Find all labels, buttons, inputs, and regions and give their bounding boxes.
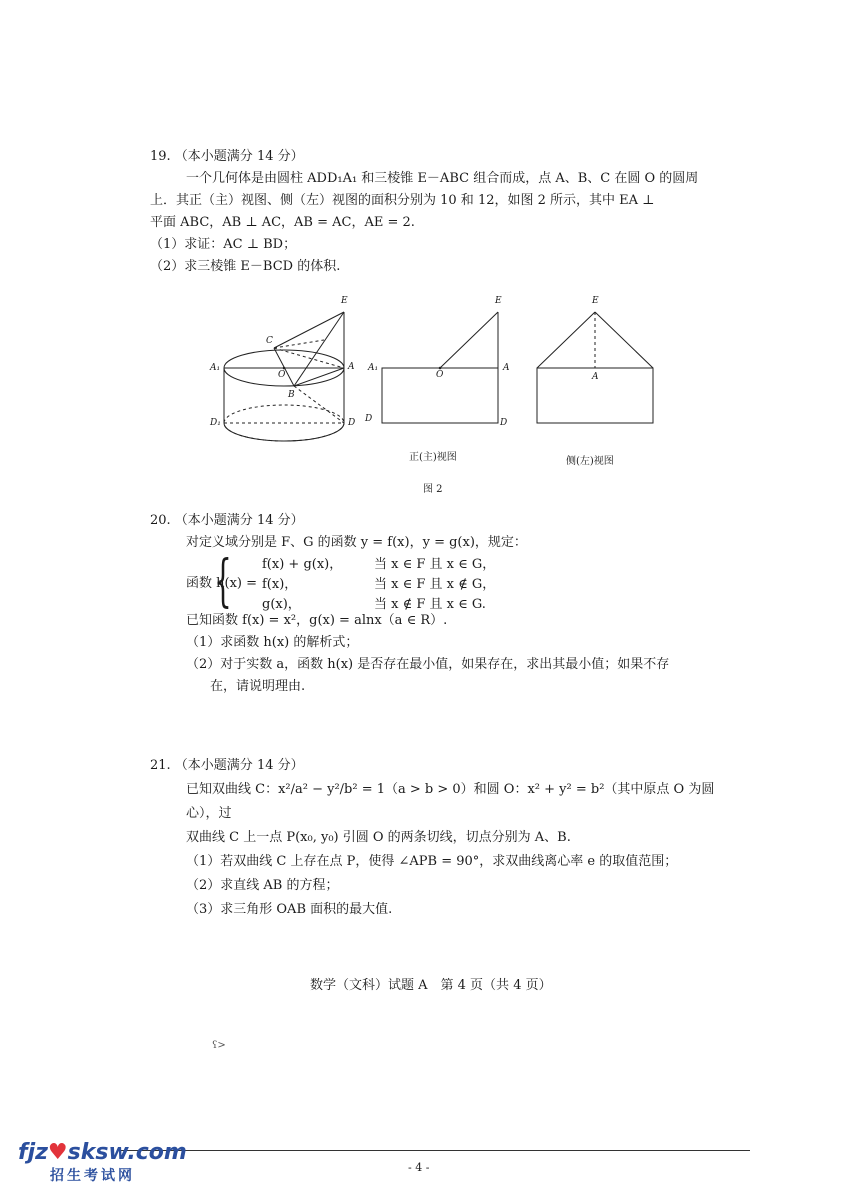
front-view-caption: 正(主)视图	[409, 452, 457, 463]
case3-cond: 当 x ∉ F 且 x ∈ G.	[374, 597, 486, 612]
figure-2	[200, 290, 660, 495]
front-label-D-right: D	[500, 418, 508, 428]
q20-body-line1: 对定义域分别是 F、G 的函数 y = f(x)，y = g(x)，规定：	[186, 535, 527, 550]
question-20-intro	[150, 510, 720, 554]
front-label-D: D	[365, 414, 373, 424]
logo-site-name: 招生考试网	[50, 1168, 135, 1184]
fig-label-E: E	[341, 296, 348, 306]
q19-part2: （2）求三棱锥 E－BCD 的体积.	[150, 259, 341, 274]
logo-domain-prefix: fjz	[18, 1140, 48, 1165]
fig-label-C: C	[266, 336, 273, 346]
q21-header: 21. （本小题满分 14 分）	[150, 758, 304, 773]
fig-label-A: A	[348, 362, 355, 372]
q21-part1: （1）若双曲线 C 上存在点 P，使得 ∠APB = 90°，求双曲线离心率 e 的取值范围；	[186, 854, 678, 869]
side-label-A: A	[592, 372, 599, 382]
fig-label-D1: D₁	[210, 418, 221, 428]
logo-domain	[18, 1140, 187, 1165]
question-21	[150, 754, 730, 922]
page-number: - 4 -	[408, 1161, 430, 1174]
front-view-slant	[440, 312, 498, 368]
q20-header: 20. （本小题满分 14 分）	[150, 513, 304, 528]
case2-expr: f(x)，	[262, 577, 298, 592]
q21-body-line2: 双曲线 C 上一点 P(x₀, y₀) 引圆 O 的两条切线，切点分别为 A、B.	[186, 830, 571, 845]
heart-icon: ♥	[47, 1140, 68, 1165]
q20-part1: （1）求函数 h(x) 的解析式；	[186, 635, 359, 650]
q21-part3: （3）求三角形 OAB 面积的最大值.	[186, 902, 393, 917]
fig-label-A1: A₁	[210, 363, 221, 373]
logo-domain-rest: sksw.com	[67, 1140, 187, 1165]
q21-part2: （2）求直线 AB 的方程；	[186, 878, 339, 893]
fig-label-O: O	[278, 370, 286, 380]
q19-header: 19. （本小题满分 14 分）	[150, 149, 304, 164]
case1-expr: f(x) + g(x)，	[262, 557, 343, 572]
q20-part2-line2: 在，请说明理由.	[210, 679, 306, 694]
fig-label-D: D	[348, 418, 356, 428]
site-logo[interactable]	[18, 1140, 187, 1185]
edge-EC	[274, 312, 344, 348]
case3-expr: g(x)，	[262, 597, 301, 612]
footer-divider	[120, 1150, 750, 1151]
q19-part1: （1）求证：AC ⊥ BD；	[150, 237, 297, 252]
figure-caption: 图 2	[423, 484, 443, 495]
q20-given: 已知函数 f(x) = x²，g(x) = alnx（a ∈ R）.	[186, 613, 448, 628]
scan-mark: ʕ>	[212, 1040, 226, 1051]
piecewise-brace: {	[214, 549, 232, 614]
page-footer: 数学（文科）试题 A 第 4 页（共 4 页）	[310, 978, 552, 993]
case2-cond: 当 x ∈ F 且 x ∉ G，	[374, 577, 496, 592]
side-view-caption: 侧(左)视图	[566, 456, 614, 467]
piecewise-prefix: 函数 h(x) =	[186, 576, 258, 591]
fig-label-B: B	[288, 390, 295, 400]
cylinder-bottom-front	[224, 423, 344, 441]
q19-body-line3: 平面 ABC，AB ⊥ AC，AB = AC，AE = 2.	[150, 215, 415, 230]
q19-body-line1: 一个几何体是由圆柱 ADD₁A₁ 和三棱锥 E－ABC 组合而成，点 A、B、C 在圆 O 的圆周	[186, 171, 699, 186]
question-20-rest	[150, 610, 720, 698]
edge-BD	[294, 386, 344, 423]
case1-cond: 当 x ∈ F 且 x ∈ G，	[374, 557, 496, 572]
q19-body-line2: 上．其正（主）视图、侧（左）视图的面积分别为 10 和 12，如图 2 所示，其中 EA ⊥	[150, 193, 655, 208]
question-19	[150, 146, 720, 278]
front-label-A1: A₁	[368, 363, 379, 373]
q20-part2-line1: （2）对于实数 a，函数 h(x) 是否存在最小值，如果存在，求出其最小值；如果不存	[186, 657, 670, 672]
q21-body-line1: 已知双曲线 C：x²/a² − y²/b² = 1（a > b > 0）和圆 O：x² + y² = b²（其中原点 O 为圆心），过	[186, 782, 715, 821]
edge-EB	[294, 312, 344, 386]
side-label-E: E	[592, 296, 599, 306]
front-label-E: E	[495, 296, 502, 306]
front-label-O: O	[436, 370, 444, 380]
front-label-A: A	[503, 363, 510, 373]
